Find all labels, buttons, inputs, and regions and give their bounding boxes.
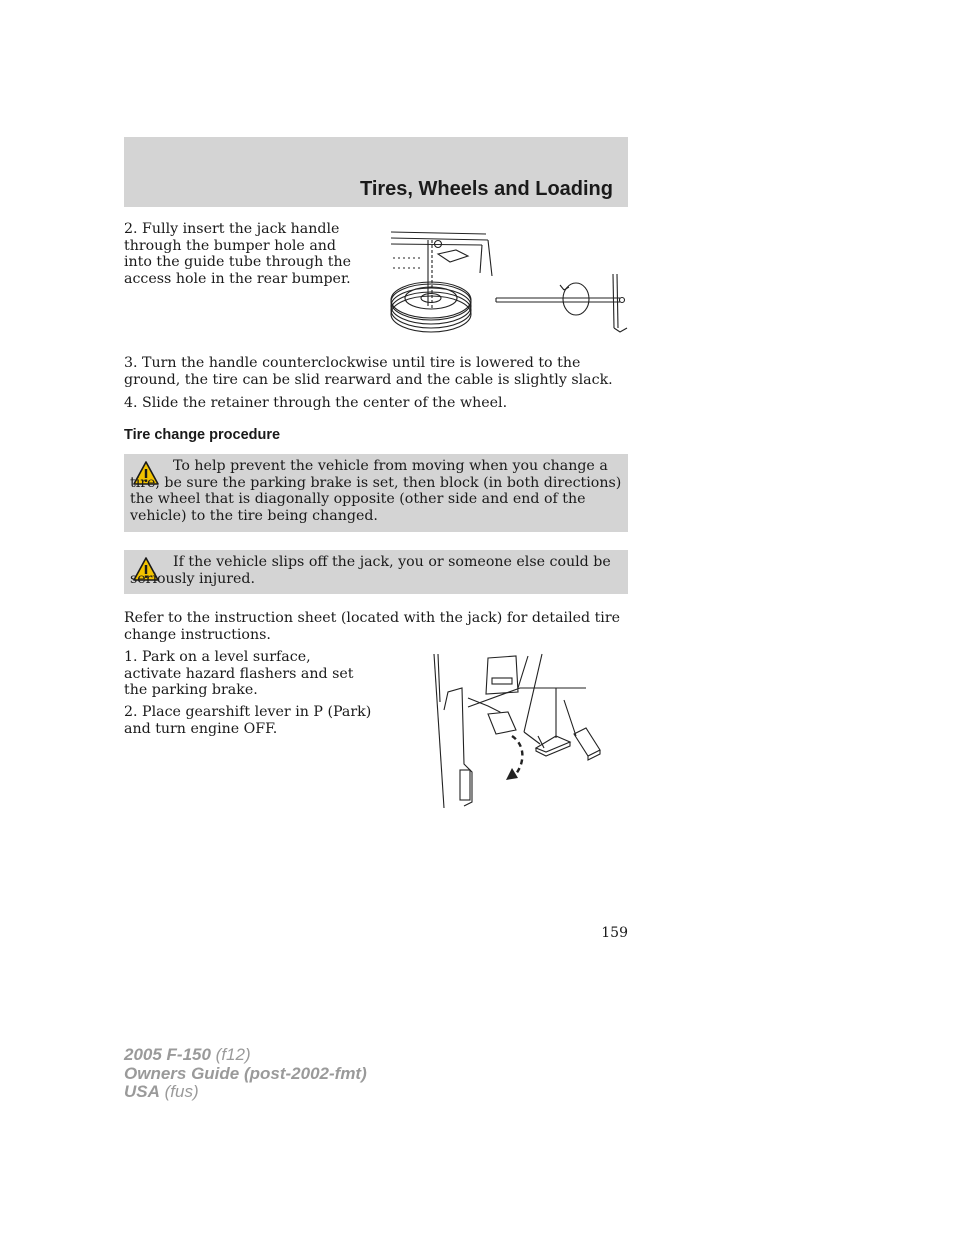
step-3-lower-tire: 3. Turn the handle counterclockwise until tire is lowered to the ground, the tire can be slid rearward and the cable is slightly slack. bbox=[124, 355, 613, 388]
step-2-jack-handle: 2. Fully insert the jack handle through the bumper hole and into the guide tube through the access hole in the rear bumper. bbox=[124, 221, 352, 287]
page-number: 159 bbox=[601, 925, 628, 941]
document-footer bbox=[124, 1046, 367, 1102]
section-header-band bbox=[124, 137, 628, 207]
section-title: Tires, Wheels and Loading bbox=[359, 178, 613, 200]
footer-market-code: (fus) bbox=[159, 1082, 199, 1101]
footer-line-2: Owners Guide (post-2002-fmt) bbox=[124, 1063, 367, 1083]
tire-change-heading: Tire change procedure bbox=[124, 427, 281, 443]
warning-text-jack-slip: If the vehicle slips off the jack, you or someone else could be seriously injured. bbox=[130, 554, 611, 587]
footer-model-code: (f12) bbox=[210, 1045, 251, 1064]
procedure-step-1: 1. Park on a level surface, activate hazard flashers and set the parking brake. bbox=[124, 649, 354, 698]
footer-market: USA bbox=[124, 1082, 160, 1101]
footer-line-1 bbox=[124, 1046, 367, 1065]
warning-box-parking-brake bbox=[124, 454, 628, 532]
step-4-retainer: 4. Slide the retainer through the center of the wheel. bbox=[124, 395, 508, 411]
warning-box-jack-slip bbox=[124, 550, 628, 594]
procedure-step-2: 2. Place gearshift lever in P (Park) and turn engine OFF. bbox=[124, 704, 372, 737]
footer-line-3 bbox=[124, 1083, 367, 1102]
footer-model: 2005 F-150 bbox=[124, 1045, 211, 1064]
parking-brake-pedal-illustration bbox=[428, 652, 606, 812]
refer-instruction-sheet: Refer to the instruction sheet (located with the jack) for detailed tire change instructions. bbox=[124, 610, 621, 643]
spare-tire-jack-illustration bbox=[388, 228, 630, 336]
warning-text-parking-brake: To help prevent the vehicle from moving when you change a tire, be sure the parking brake is set, then block (in both directions) the wheel that is diagonally opposite (other side and end of the vehicle) to the tire being changed. bbox=[130, 458, 622, 524]
